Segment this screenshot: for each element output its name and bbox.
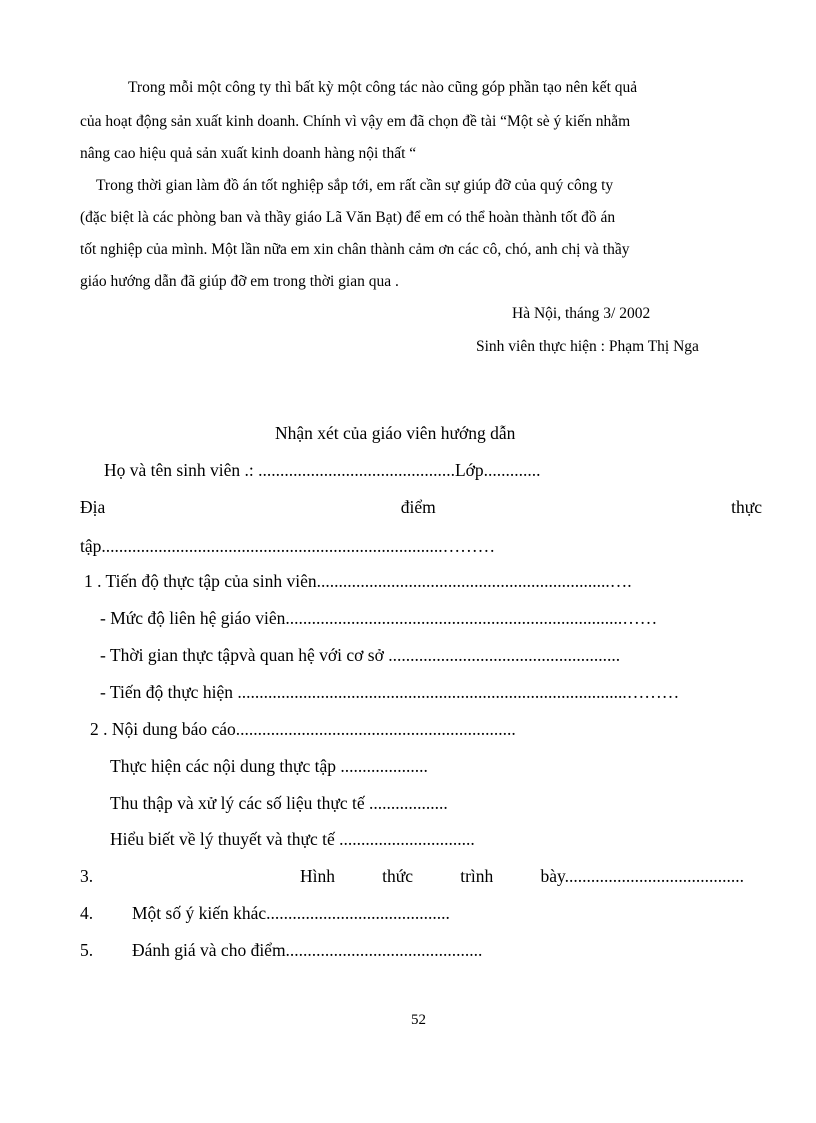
location-word-1: Địa <box>80 497 106 517</box>
item-1-sub-3: - Tiến độ thực hiện .........................................................................................……… <box>100 682 680 702</box>
item-5-text: Đánh giá và cho điểm............................................. <box>132 940 483 960</box>
item-4-text: Một số ý kiến khác.......................................... <box>132 903 450 923</box>
item-1-sub-2: - Thời gian thực tậpvà quan hệ với cơ sở ..................................................... <box>100 645 621 665</box>
location-word-3: thực <box>731 497 762 517</box>
student-line: Họ và tên sinh viên .: .............................................Lớp............. <box>104 460 541 480</box>
page-number: 52 <box>411 1012 426 1028</box>
intro-line-6: tốt nghiệp của mình. Một lần nữa em xin chân thành cảm ơn các cô, chó, anh chị và thầy <box>80 241 630 258</box>
intro-line-2: của hoạt động sản xuất kinh doanh. Chính vì vậy em đã chọn đề tài “Một sè ý kiến nhằm <box>80 113 631 130</box>
item-3-word-1: Hình <box>300 866 335 886</box>
intro-line-3: nâng cao hiệu quả sản xuất kinh doanh hàng nội thất “ <box>80 145 417 162</box>
signature-line: Sinh viên thực hiện : Phạm Thị Nga <box>476 338 699 355</box>
location-continuation: tập..............................................................................……… <box>80 536 496 556</box>
intro-line-5: (đặc biệt là các phòng ban và thầy giáo Lã Văn Bạt) để em có thể hoàn thành tốt đồ án <box>80 209 616 226</box>
item-1-sub-1: - Mức độ liên hệ giáo viên.............................................................................…… <box>100 608 658 628</box>
item-3-word-2: thức <box>382 866 414 886</box>
form-title: Nhận xét của giáo viên hướng dẫn <box>275 423 516 443</box>
item-4-number: 4. <box>80 903 94 923</box>
item-3-word-3: trình <box>460 866 494 886</box>
item-5-number: 5. <box>80 940 94 960</box>
item-2-sub-1: Thực hiện các nội dung thực tập .................... <box>110 756 428 776</box>
item-2-sub-2: Thu thập và xử lý các số liệu thực tế .................. <box>110 793 448 813</box>
item-3-text <box>300 868 744 886</box>
item-3-number: 3. <box>80 866 94 886</box>
intro-line-1: Trong mỗi một công ty thì bất kỳ một công tác nào cũng góp phần tạo nên kết quả <box>128 79 638 96</box>
item-1: 1 . Tiến độ thực tập của sinh viên...................................................................…. <box>84 571 632 591</box>
item-2-sub-3: Hiểu biết về lý thuyết và thực tế ............................... <box>110 829 475 849</box>
location-word-2: điểm <box>400 497 436 517</box>
item-3-word-4: bày......................................... <box>540 866 744 886</box>
location-line <box>80 499 762 517</box>
intro-line-4: Trong thời gian làm đồ án tốt nghiệp sắp tới, em rất cần sự giúp đỡ của quý công ty <box>96 177 614 194</box>
item-2: 2 . Nội dung báo cáo................................................................ <box>90 719 516 739</box>
date-line: Hà Nội, tháng 3/ 2002 <box>512 305 651 322</box>
intro-line-7: giáo hướng dẫn đã giúp đỡ em trong thời gian qua . <box>80 273 399 290</box>
